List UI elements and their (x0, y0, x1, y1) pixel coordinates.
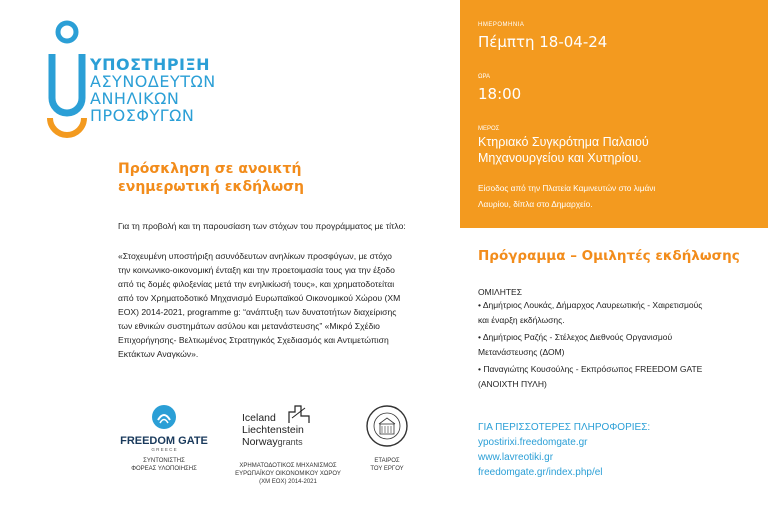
lavrio-municipality-logo (358, 404, 416, 473)
freedom-gate-logo (116, 404, 212, 473)
description-line: Εκτάκτων Αναγκών». (118, 349, 199, 359)
description-line: Επιχορήγησης- Βελτιωμένος Στρατηγικός Σχεδιασμός και Αντιμετώπιση (118, 335, 389, 345)
invitation-title (118, 160, 304, 196)
description-line: την κοινωνικο-οικονομική ένταξη και την προετοιμασία τους για την έξοδο (118, 265, 395, 275)
brand-line-3: ΑΝΗΛΙΚΩΝ (90, 89, 180, 108)
place-label: ΜΕΡΟΣ (478, 126, 500, 132)
speaker-3-line-2: (ΑΝΟΙΧΤΗ ΠΥΛΗ) (478, 379, 547, 389)
eea-grants-icon (288, 404, 310, 424)
brand-logo-mark (46, 20, 88, 138)
intro-text: Για τη προβολή και τη παρουσίαση των στόχων του προγράμματος με τίτλο: (118, 221, 406, 231)
link-lavreotiki[interactable]: www.lavreotiki.gr (478, 452, 554, 463)
eea-norway: Norway (242, 436, 278, 448)
eea-iceland: Iceland (242, 412, 276, 424)
date-label: ΗΜΕΡΟΜΗΝΙΑ (478, 22, 525, 28)
place-line-2: Μηχανουργείου και Χυτηρίου. (478, 151, 642, 165)
eea-grants: grants (277, 437, 303, 447)
speaker-1-line-2: και έναρξη εκδήλωσης. (478, 315, 565, 325)
eea-grants-logo (232, 404, 344, 486)
more-info-section (478, 420, 650, 480)
brand-line-2: ΑΣΥΝΟΔΕΥΤΩΝ (90, 72, 216, 91)
speakers-section (478, 286, 758, 391)
freedom-caption-2: ΦΟΡΕΑΣ ΥΛΟΠΟΙΗΣΗΣ (131, 466, 197, 472)
speaker-item (478, 299, 758, 327)
speaker-2-line-2: Μετανάστευσης (ΔΟΜ) (478, 347, 565, 357)
lavrio-caption-2: ΤΟΥ ΕΡΓΟΥ (370, 466, 404, 472)
speaker-item (478, 363, 758, 391)
event-details-panel (460, 0, 768, 228)
description-line: από τον Χρηματοδοτικό Μηχανισμό Ευρωπαϊκού Οικονομικού Χώρου (ΧΜ (118, 293, 401, 303)
description-line: «Στοχευμένη υποστήριξη ασυνόδευτων ανηλίκων προσφύγων, με στόχο (118, 251, 392, 261)
time-value: 18:00 (478, 85, 522, 103)
lavrio-seal-icon (365, 404, 409, 448)
speaker-3-line-1: • Παναγιώτης Κουσούλης - Εκπρόσωπος FREEDOM GATE (478, 364, 703, 374)
link-freedomgate[interactable]: freedomgate.gr/index.php/el (478, 467, 603, 478)
freedom-gate-icon (151, 404, 177, 430)
place-note (478, 180, 655, 212)
eea-caption-2: ΕΥΡΩΠΑΪΚΟΥ ΟΙΚΟΝΟΜΙΚΟΥ ΧΩΡΟΥ (235, 471, 341, 477)
speaker-1-line-1: • Δημήτριος Λουκάς, Δήμαρχος Λαυρεωτικής - Χαιρετισμούς (478, 300, 703, 310)
more-info-label: ΓΙΑ ΠΕΡΙΣΣΟΤΕΡΕΣ ΠΛΗΡΟΦΟΡΙΕΣ: (478, 422, 651, 433)
eea-caption-1: ΧΡΗΜΑΤΟΔΟΤΙΚΟΣ ΜΗΧΑΝΙΣΜΟΣ (239, 463, 337, 469)
description-line: των εθνικών συστημάτων ασύλου και μετανάστευσης” «Μικρό Σχέδιο (118, 321, 380, 331)
speakers-label: ΟΜΙΛΗΤΕΣ (478, 287, 522, 297)
place-note-line-2: Λαυρίου, δίπλα στο Δημαρχείο. (478, 199, 593, 209)
eea-liechtenstein: Liechtenstein (242, 424, 304, 436)
program-description (118, 249, 448, 361)
uam-icon (46, 20, 88, 138)
place-note-line-1: Είσοδος από την Πλατεία Καμινευτών στο λιμάνι (478, 183, 656, 193)
invitation-title-line-1: Πρόσκληση σε ανοικτή (118, 161, 302, 177)
brand-title (90, 56, 216, 124)
description-line: ΕΟΧ) 2014-2021, programme g: “ανάπτυξη των δυνατοτήτων διαχείρισης (118, 307, 397, 317)
time-label: ΩΡΑ (478, 74, 491, 80)
lavrio-caption-1: ΕΤΑΙΡΟΣ (374, 458, 400, 464)
place-name (478, 134, 649, 166)
link-ypostirixi[interactable]: ypostirixi.freedomgate.gr (478, 437, 588, 448)
place-line-1: Κτηριακό Συγκρότημα Παλαιού (478, 135, 649, 149)
speaker-2-line-1: • Δημήτριος Ραζής - Στέλεχος Διεθνούς Οργανισμού (478, 332, 673, 342)
freedom-gate-name: FREEDOM GATE (120, 435, 208, 447)
freedom-gate-country: G R E E C E (151, 447, 177, 452)
eea-caption-3: (ΧΜ ΕΟΧ) 2014-2021 (259, 479, 317, 485)
invitation-title-line-2: ενημερωτική εκδήλωση (118, 179, 304, 195)
date-value: Πέμπτη 18-04-24 (478, 33, 608, 51)
brand-line-4: ΠΡΟΣΦΥΓΩΝ (90, 106, 195, 125)
freedom-caption-1: ΣΥΝΤΟΝΙΣΤΗΣ (143, 458, 185, 464)
description-line: από τις δομές φιλοξενίας μετά την ενηλικίωσή τους», και χρηματοδοτείται (118, 279, 395, 289)
brand-line-1: ΥΠΟΣΤΗΡΙΞΗ (90, 55, 210, 74)
speaker-item (478, 331, 758, 359)
program-title: Πρόγραμμα – Ομιλητές εκδήλωσης (478, 248, 740, 264)
